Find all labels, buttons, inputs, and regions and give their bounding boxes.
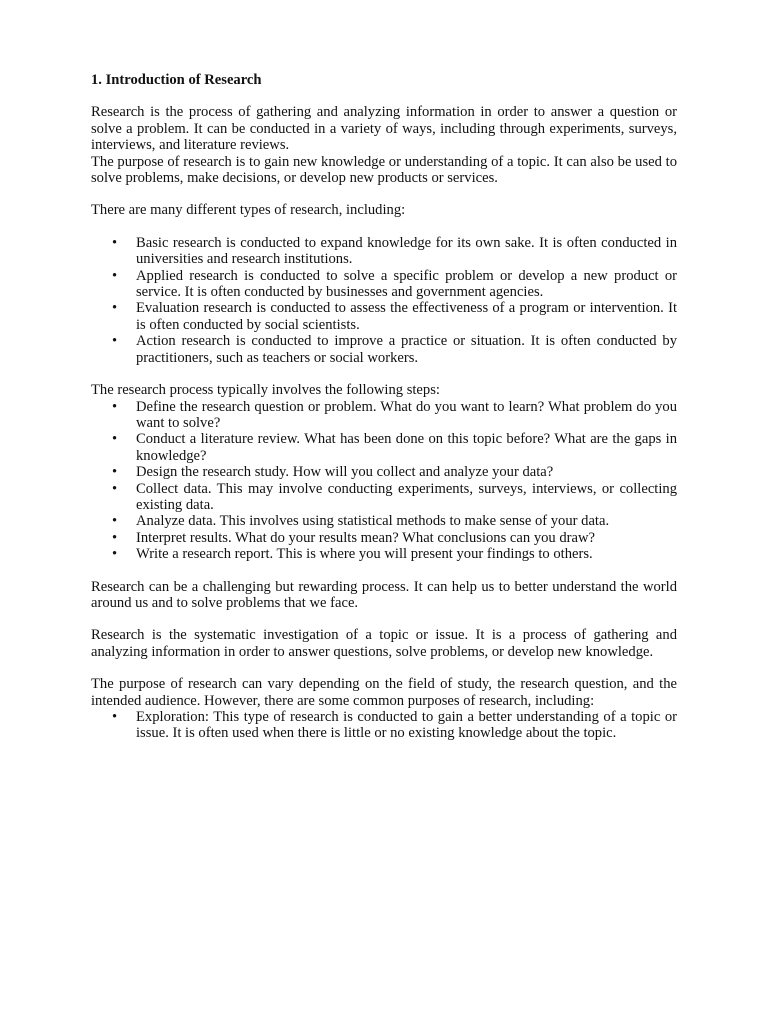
list-item-text: Conduct a literature review. What has been done on this topic before? What are the gaps in knowledge? <box>136 431 677 464</box>
document-page <box>91 72 677 742</box>
list-item <box>91 546 677 562</box>
types-list <box>91 235 677 366</box>
bullet-icon: • <box>112 464 118 481</box>
bullet-icon: • <box>112 546 118 563</box>
bullet-icon: • <box>112 480 118 497</box>
list-item <box>91 235 677 268</box>
list-item-text: Analyze data. This involves using statistical methods to make sense of your data. <box>136 513 610 530</box>
list-item-text: Define the research question or problem. What do you want to learn? What problem do you want to solve? <box>136 398 677 431</box>
list-item-text: Basic research is conducted to expand knowledge for its own sake. It is often conducted in universities and research institutions. <box>136 234 677 268</box>
purpose-paragraph: The purpose of research can vary depending on the field of study, the research question, and the intended audience. However, there are some common purposes of research, including: <box>91 676 677 709</box>
purposes-list <box>91 709 677 742</box>
list-item <box>91 300 677 333</box>
bullet-icon: • <box>112 234 118 251</box>
bullet-icon: • <box>112 300 118 317</box>
steps-intro: The research process typically involves the following steps: <box>91 382 440 399</box>
bullet-icon: • <box>112 267 118 284</box>
list-item <box>91 530 677 546</box>
list-item <box>91 431 677 464</box>
section-heading: 1. Introduction of Research <box>91 72 262 88</box>
list-item-text: Design the research study. How will you collect and analyze your data? <box>136 464 554 481</box>
intro-paragraph-1: Research is the process of gathering and analyzing information in order to answer a question or solve a problem. It can be conducted in a variety of ways, including through experiments, surveys, interviews, and literature reviews. <box>91 104 677 154</box>
bullet-icon: • <box>112 333 118 350</box>
list-item <box>91 481 677 514</box>
list-item <box>91 464 677 480</box>
challenging-paragraph: Research can be a challenging but rewarding process. It can help us to better understand the world around us and to solve problems that we face. <box>91 578 677 611</box>
list-item <box>91 333 677 366</box>
list-item <box>91 268 677 301</box>
intro-paragraph-2: The purpose of research is to gain new knowledge or understanding of a topic. It can also be used to solve problems, make decisions, or develop new products or services. <box>91 153 677 187</box>
steps-list <box>91 399 677 563</box>
list-item-text: Action research is conducted to improve a practice or situation. It is often conducted by practitioners, such as teachers or social workers. <box>136 333 677 366</box>
list-item-text: Evaluation research is conducted to assess the effectiveness of a program or intervention. It is often conducted by social scientists. <box>136 300 677 333</box>
bullet-icon: • <box>112 513 118 530</box>
list-item-text: Write a research report. This is where you will present your findings to others. <box>136 546 593 563</box>
bullet-icon: • <box>112 709 118 725</box>
list-item <box>91 513 677 529</box>
list-item-text: Exploration: This type of research is conducted to gain a better understanding of a topic or issue. It is often used when there is little or no existing knowledge about the topic. <box>136 709 677 742</box>
list-item <box>91 399 677 432</box>
list-item-text: Collect data. This may involve conducting experiments, surveys, interviews, or collecting existing data. <box>136 480 677 513</box>
list-item-text: Applied research is conducted to solve a specific problem or develop a new product or service. It is often conducted by businesses and government agencies. <box>136 267 677 301</box>
bullet-icon: • <box>112 529 118 546</box>
systematic-paragraph: Research is the systematic investigation of a topic or issue. It is a process of gathering and analyzing information in order to answer questions, solve problems, or develop new knowledge. <box>91 627 677 660</box>
types-intro: There are many different types of research, including: <box>91 202 406 219</box>
bullet-icon: • <box>112 398 118 415</box>
list-item-text: Interpret results. What do your results mean? What conclusions can you draw? <box>136 529 596 546</box>
list-item <box>91 709 677 742</box>
bullet-icon: • <box>112 431 118 448</box>
